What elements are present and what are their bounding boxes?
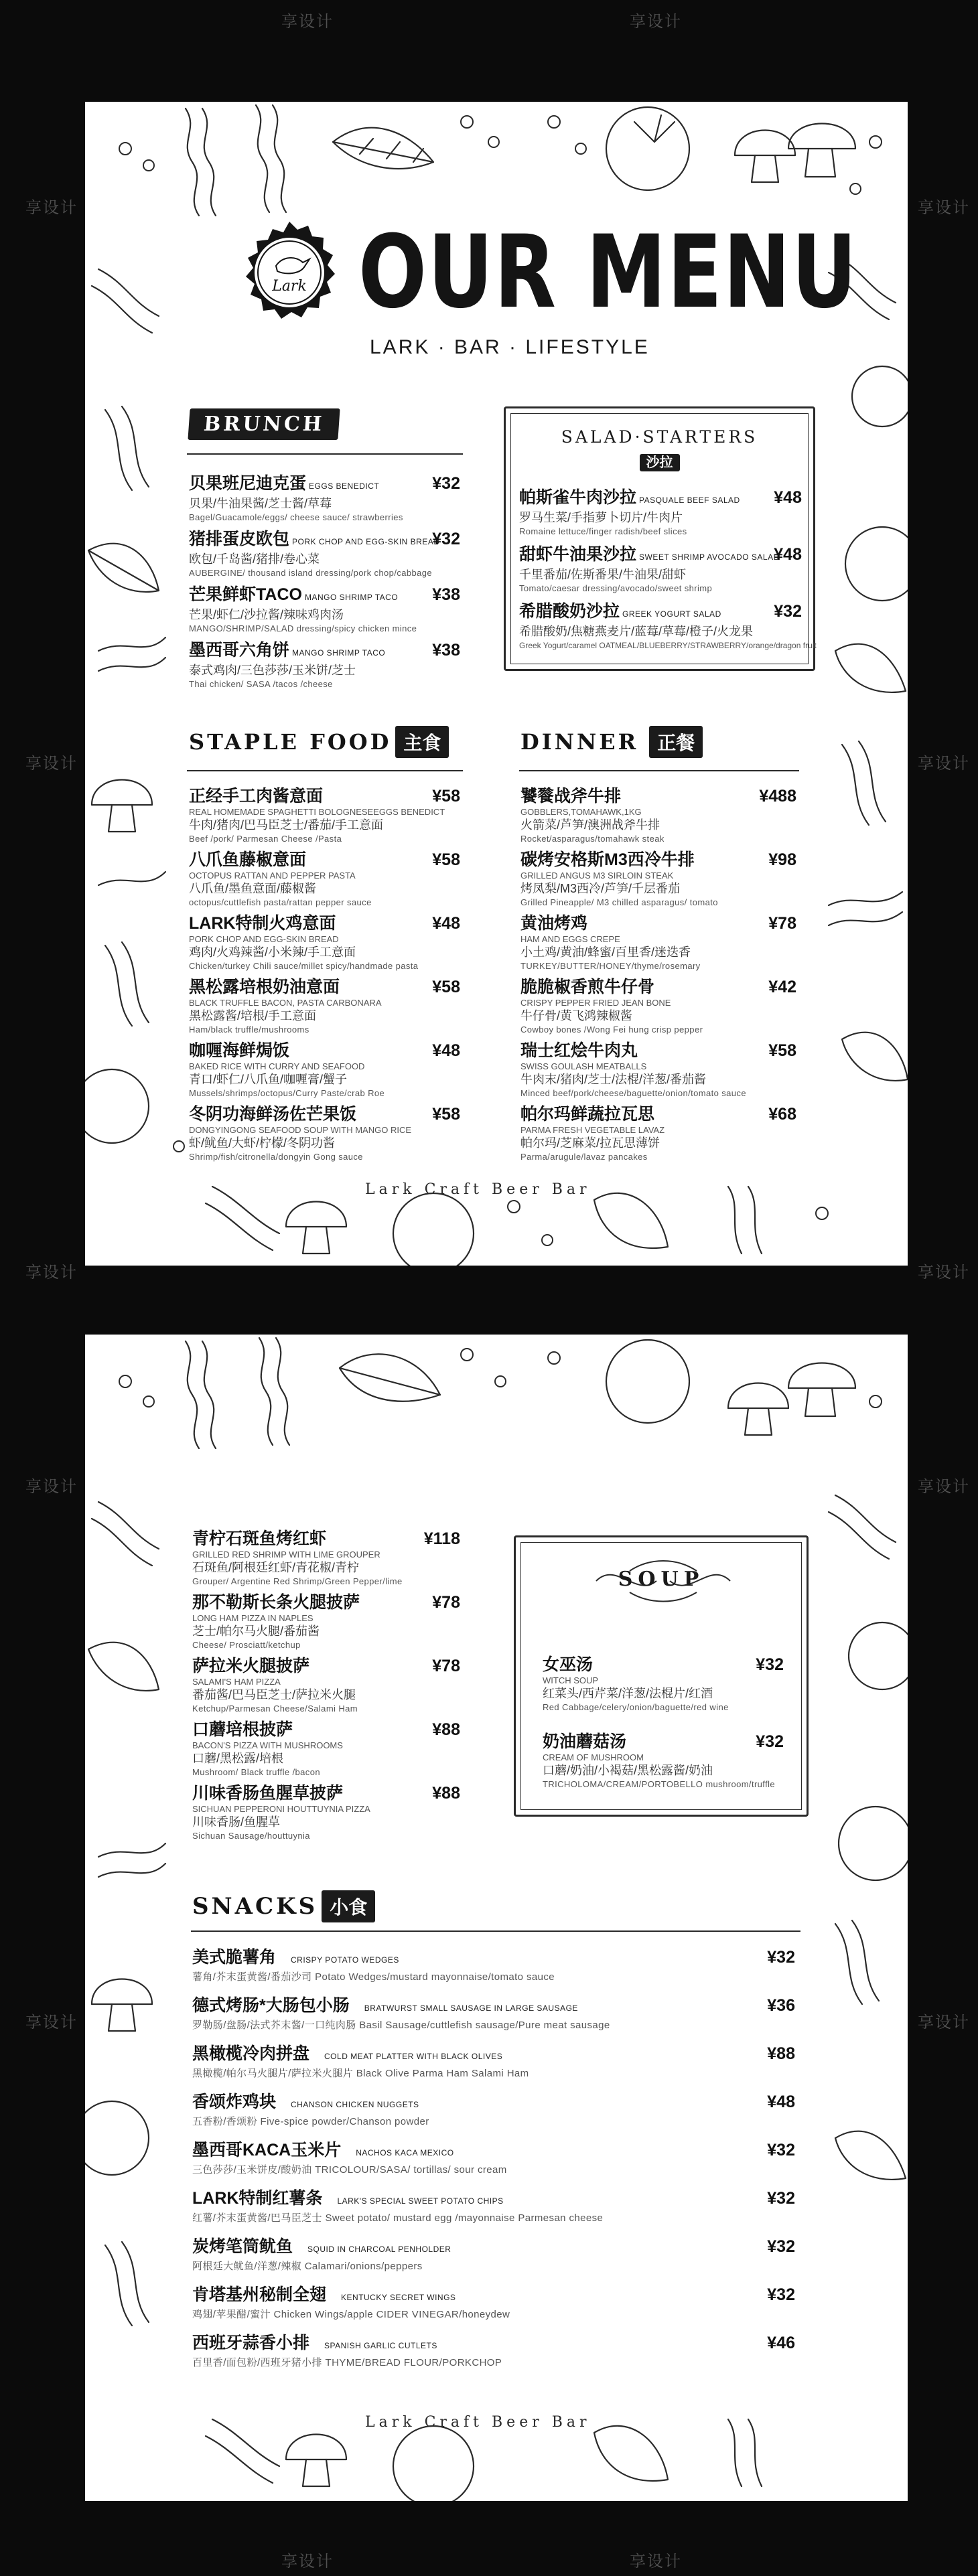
item-price: ¥32 [432,474,460,493]
lark-logo [236,219,343,326]
item-price: ¥78 [432,1657,460,1675]
menu-item [189,1041,460,1104]
item-ingredients-zh: 罗马生菜/手指萝卜切片/牛肉片 [519,511,683,524]
pasta-icon [92,269,165,1026]
peppercorn-icon [119,116,882,194]
item-ingredients-en: Cheese/ Prosciatt/ketchup [192,1640,301,1650]
item-name: 奶油蘑菇汤 [543,1732,627,1751]
menu-item [192,1529,460,1592]
item-price: ¥88 [432,1720,460,1739]
menu-item [519,544,802,601]
item-price: ¥68 [768,1105,796,1124]
staple-food-list [189,786,460,1168]
item-ingredients-zh: 牛肉/猪肉/巴马臣芝士/番茄/手工意面 [189,818,384,832]
tagline: LARK · BAR · LIFESTYLE [370,336,650,358]
item-name: 香颂炸鸡块 CHANSON CHICKEN NUGGETS [192,2093,419,2111]
watermark-text: 享设计 [918,1477,970,1496]
item-name: 炭烤笔筒鱿鱼 SQUID IN CHARCOAL PENHOLDER [192,2237,451,2256]
staple-food-label-zh: 主食 [395,726,449,758]
item-ingredients-en: Tomato/caesar dressing/avocado/sweet shrimp [519,583,713,593]
item-ingredients: 阿根廷大鱿鱼/洋葱/辣椒 Calamari/onions/peppers [192,2261,423,2272]
pasta-icon [186,105,286,216]
item-price: ¥58 [432,787,460,806]
item-name: 墨西哥六角饼 MANGO SHRIMP TACO [189,641,386,660]
item-name: LARK特制火鸡意面 [189,914,336,933]
menu-item [189,1104,460,1168]
watermark-text: 享设计 [25,1477,78,1496]
menu-item [192,2188,795,2237]
item-price: ¥32 [774,602,802,621]
tomato-icon [845,366,908,601]
item-name: 冬阴功海鲜汤佐芒果饭 [189,1105,357,1124]
item-ingredients-en: Chicken/turkey Chili sauce/millet spicy/handmade pasta [189,961,419,971]
item-name: 肯塔基州秘制全翅 KENTUCKY SECRET WINGS [192,2285,456,2304]
item-name: 八爪鱼藤椒意面 [189,850,307,869]
item-price: ¥32 [432,530,460,548]
menu-item [519,601,817,658]
item-name: 那不勒斯长条火腿披萨 [192,1593,360,1612]
menu-item [192,1592,460,1656]
brunch-section-header [189,408,339,440]
item-ingredients: 红薯/芥末蛋黄酱/巴马臣芝士 Sweet potato/ mustard egg /mayonnaise Parmesan cheese [192,2212,604,2224]
item-price: ¥58 [432,1105,460,1124]
watermark-text: 享设计 [630,2552,682,2571]
item-ingredients-en: Mushroom/ Black truffle /bacon [192,1767,320,1777]
item-name: 黑松露培根奶油意面 [189,978,340,996]
item-ingredients-en: Romaine lettuce/finger radish/beef slices [519,526,687,536]
soup-box [514,1535,809,1817]
menu-item [192,1947,795,1995]
item-ingredients-en: TRICHOLOMA/CREAM/PORTOBELLO mushroom/truffle [543,1779,776,1789]
item-ingredients-zh: 川味香肠/鱼腥草 [192,1815,281,1829]
watermark-text: 享设计 [281,2552,334,2571]
dinner-list [520,786,796,1168]
item-ingredients-zh: 火箭菜/芦笋/澳洲战斧牛排 [520,818,660,832]
menu-item [520,913,796,977]
item-english-name: OCTOPUS RATTAN AND PEPPER PASTA [189,870,356,881]
item-ingredients-en: Cowboy bones /Wong Fei hung crisp pepper [520,1025,703,1035]
item-ingredients-en: octopus/cuttlefish pasta/rattan pepper sauce [189,897,372,907]
item-name: 脆脆椒香煎牛仔骨 [520,978,655,996]
item-ingredients-en: Grilled Pineapple/ M3 chilled asparagus/ tomato [520,897,718,907]
footer-brand: Lark Craft Beer Bar [365,1181,591,1198]
item-ingredients-zh: 牛仔骨/黄飞鸿辣椒酱 [520,1009,633,1022]
item-ingredients-en: AUBERGINE/ thousand island dressing/pork chop/cabbage [189,568,433,578]
salad-label-zh-wrap [506,451,813,471]
salad-list [519,487,817,658]
item-ingredients-zh: 口蘑/奶油/小褐菇/黑松露酱/奶油 [543,1764,713,1777]
item-price: ¥88 [767,2044,795,2063]
item-name: 帕斯雀牛肉沙拉 PASQUALE BEEF SALAD [519,488,740,507]
dinner-section-header [520,726,703,758]
snacks-section-header [192,1890,375,1922]
brunch-list [189,473,460,696]
item-name: 希腊酸奶沙拉 GREEK YOGURT SALAD [519,602,721,621]
item-ingredients: 三色莎莎/玉米饼皮/酸奶油 TRICOLOUR/SASA/ tortillas/ sour cream [192,2164,507,2176]
snacks-label-zh: 小食 [322,1890,375,1922]
item-ingredients-zh: 贝果/牛油果酱/芝士酱/草莓 [189,497,332,510]
item-name: 西班牙蒜香小排 SPANISH GARLIC CUTLETS [192,2334,437,2352]
menu-item [189,640,460,696]
item-ingredients-zh: 芝士/帕尔马火腿/番茄酱 [192,1624,320,1638]
menu-item [192,2285,795,2333]
item-name: 德式烤肠*大肠包小肠 BRATWURST SMALL SAUSAGE IN LARGE SAUSAGE [192,1996,578,2015]
basil-leaf-icon [340,1354,440,1401]
logo-badge-icon [236,219,343,326]
item-price: ¥48 [432,914,460,933]
item-english-name: GRILLED RED SHRIMP WITH LIME GROUPER [192,1549,380,1560]
item-name: 口蘑培根披萨 [192,1720,293,1739]
item-ingredients-zh: 千里番茄/佐斯番果/牛油果/甜虾 [519,568,687,581]
item-ingredients-en: Minced beef/pork/cheese/baguette/onion/tomato sauce [520,1088,746,1098]
menu-item [519,487,802,544]
item-ingredients-zh: 番茄酱/巴马臣芝士/萨拉米火腿 [192,1688,356,1701]
dinner-label: DINNER [520,729,639,755]
item-price: ¥78 [768,914,796,933]
item-price: ¥48 [774,488,802,507]
basil-leaf-icon [594,1193,668,1248]
brunch-label: BRUNCH [188,408,340,440]
item-name: 正经手工肉酱意面 [189,787,324,806]
menu-item [520,786,796,850]
footer-brand: Lark Craft Beer Bar [365,2414,591,2431]
item-name: 碳烤安格斯M3西冷牛排 [520,850,695,869]
menu-item [192,1995,795,2044]
item-english-name: SALAMI'S HAM PIZZA [192,1677,281,1687]
salad-label: SALAD·STARTERS [561,427,758,447]
item-name: 咖喱海鲜焗饭 [189,1041,290,1060]
item-ingredients-en: Beef /pork/ Parmesan Cheese /Pasta [189,834,342,844]
item-english-name: REAL HOMEMADE SPAGHETTI BOLOGNESEEGGS BENEDICT [189,807,445,817]
item-name: 芒果鲜虾TACO MANGO SHRIMP TACO [189,585,399,604]
item-ingredients-en: Ham/black truffle/mushrooms [189,1025,309,1035]
tomato-icon [606,1340,689,1423]
watermark-text: 享设计 [25,754,78,773]
item-name: 萨拉米火腿披萨 [192,1657,310,1675]
item-english-name: GRILLED ANGUS M3 SIRLOIN STEAK [520,870,674,881]
item-ingredients: 薯角/芥末蛋黄酱/番茄沙司 Potato Wedges/mustard mayonnaise/tomato sauce [192,1971,555,1983]
item-price: ¥488 [759,787,796,806]
item-name: 青柠石斑鱼烤红虾 [192,1529,327,1548]
menu-item [543,1655,784,1732]
item-english-name: BLACK TRUFFLE BACON, PASTA CARBONARA [189,998,382,1008]
item-ingredients-zh: 欧包/千岛酱/猪排/卷心菜 [189,552,320,566]
item-english-name: BAKED RICE WITH CURRY AND SEAFOOD [189,1061,365,1071]
item-price: ¥48 [774,545,802,564]
item-ingredients-zh: 八爪鱼/墨鱼意面/藤椒酱 [189,882,317,895]
item-ingredients-en: MANGO/SHRIMP/SALAD dressing/spicy chicken mince [189,623,417,633]
watermark-text: 享设计 [630,12,682,31]
divider [519,770,799,771]
item-ingredients-en: Ketchup/Parmesan Cheese/Salami Ham [192,1703,358,1714]
item-english-name: PARMA FRESH VEGETABLE LAVAZ [520,1125,665,1135]
item-english-name: SWISS GOULASH MEATBALLS [520,1061,647,1071]
item-english-name: CREAM OF MUSHROOM [543,1752,644,1762]
item-ingredients-zh: 红菜头/西芹菜/洋葱/法棍片/红酒 [543,1687,713,1700]
item-price: ¥88 [432,1784,460,1803]
logo-text: Lark [272,278,307,295]
menu-item [520,1104,796,1168]
item-ingredients-zh: 黑松露酱/培根/手工意面 [189,1009,317,1022]
item-name: 川味香肠鱼腥草披萨 [192,1784,344,1803]
mushroom-icon [735,124,855,183]
item-ingredients: 百里香/面包粉/西班牙猪小排 THYME/BREAD FLOUR/PORKCHOP [192,2357,502,2368]
item-price: ¥98 [768,850,796,869]
item-ingredients-zh: 泰式鸡肉/三色莎莎/玉米饼/芝士 [189,664,356,677]
item-english-name: DONGYINGONG SEAFOOD SOUP WITH MANGO RICE [189,1125,412,1135]
staple-food-label: STAPLE FOOD [189,729,392,755]
watermark-text: 享设计 [918,2013,970,2032]
menu-item [189,977,460,1041]
item-price: ¥38 [432,585,460,604]
item-ingredients-en: Shrimp/fish/citronella/dongyin Gong sauce [189,1152,363,1162]
menu-item [520,850,796,913]
soup-label: SOUP [618,1568,705,1591]
watermark-text: 享设计 [25,198,78,217]
item-price: ¥48 [767,2093,795,2111]
item-english-name: BACON'S PIZZA WITH MUSHROOMS [192,1740,343,1750]
basil-leaf-icon [594,2426,668,2481]
peppercorn-icon [119,1349,882,1408]
item-ingredients-en: Grouper/ Argentine Red Shrimp/Green Pepper/lime [192,1576,403,1586]
item-price: ¥32 [767,2285,795,2304]
menu-item [192,1783,460,1847]
item-price: ¥32 [767,2189,795,2208]
divider [187,770,463,771]
item-name: 女巫汤 [543,1655,593,1674]
item-name: 贝果班尼迪克蛋 EGGS BENEDICT [189,474,380,493]
menu-item [192,2237,795,2285]
item-english-name: GOBBLERS,TOMAHAWK,1KG [520,807,642,817]
watermark-text: 享设计 [281,12,334,31]
item-ingredients-zh: 鸡肉/火鸡辣酱/小米辣/手工意面 [189,945,356,959]
menu-item [192,2044,795,2092]
pizza-list [192,1529,460,1847]
item-price: ¥32 [756,1732,784,1751]
mushroom-icon [92,780,152,832]
item-name: 帕尔玛鲜蔬拉瓦思 [520,1105,655,1124]
watermark-text: 享设计 [918,754,970,773]
item-ingredients-en: TURKEY/BUTTER/HONEY/thyme/rosemary [520,961,701,971]
item-name: 美式脆薯角 CRISPY POTATO WEDGES [192,1948,399,1967]
item-english-name: SICHUAN PEPPERONI HOUTTUYNIA PIZZA [192,1804,370,1814]
item-ingredients-zh: 石斑鱼/阿根廷红虾/青花椒/青柠 [192,1561,360,1574]
item-price: ¥48 [432,1041,460,1060]
basil-leaf-icon [835,644,908,1081]
mushroom-icon [286,1202,346,1254]
basil-leaf-icon [88,544,159,592]
salad-label-zh: 沙拉 [640,454,680,471]
item-ingredients-zh: 小土鸡/黄油/蜂蜜/百里香/迷迭香 [520,945,691,959]
item-ingredients-zh: 口蘑/黑松露/培根 [192,1752,284,1765]
item-name: 黑橄榄冷肉拼盘 COLD MEAT PLATTER WITH BLACK OLIVES [192,2044,503,2063]
item-ingredients-zh: 青口/虾仁/八爪鱼/咖喱膏/蟹子 [189,1073,348,1086]
item-ingredients-en: Sichuan Sausage/houttuynia [192,1831,310,1841]
item-ingredients: 黑橄榄/帕尔马火腿片/萨拉米火腿片 Black Olive Parma Ham Salami Ham [192,2068,529,2079]
item-ingredients-en: Red Cabbage/celery/onion/baguette/red wine [543,1702,729,1712]
divider [187,453,463,455]
item-ingredients: 罗勒肠/盘肠/法式芥末酱/一口纯肉肠 Basil Sausage/cuttlefish sausage/Pure meat sausage [192,2020,610,2031]
mushroom-icon [728,1363,855,1436]
item-price: ¥32 [767,2141,795,2160]
item-ingredients: 鸡翅/苹果醋/蜜汁 Chicken Wings/apple CIDER VINEGAR/honeydew [192,2309,510,2320]
menu-item [543,1732,784,1809]
item-name: LARK特制红薯条 LARK'S SPECIAL SWEET POTATO CHIPS [192,2189,504,2208]
menu-item [189,585,460,640]
basil-leaf-icon [333,128,433,169]
item-ingredients-zh: 牛肉末/猪肉/芝士/法棍/洋葱/番茄酱 [520,1073,707,1086]
item-ingredients-zh: 烤凤梨/M3西冷/芦笋/千层番茄 [520,882,681,895]
item-english-name: LONG HAM PIZZA IN NAPLES [192,1613,313,1623]
item-price: ¥38 [432,641,460,660]
dinner-label-zh: 正餐 [649,726,703,758]
menu-page-1 [85,102,908,1266]
item-ingredients-en: Mussels/shrimps/octopus/Curry Paste/crab Roe [189,1088,385,1098]
pasta-icon [829,256,902,925]
menu-item [520,1041,796,1104]
snacks-label: SNACKS [192,1893,318,1920]
soup-list [543,1655,784,1809]
staple-food-section-header [189,726,449,758]
salad-starters-box [504,406,815,671]
item-price: ¥78 [432,1593,460,1612]
menu-item [520,977,796,1041]
item-ingredients-en: Thai chicken/ SASA /tacos /cheese [189,679,333,689]
item-name: 猪排蛋皮欧包 PORK CHOP AND EGG-SKIN BREAD [189,530,440,548]
item-ingredients-zh: 虾/鱿鱼/大虾/柠檬/冬阴功酱 [189,1136,336,1150]
item-price: ¥42 [768,978,796,996]
menu-item [189,529,460,585]
item-english-name: PORK CHOP AND EGG-SKIN BREAD [189,934,339,944]
menu-item [192,1656,460,1720]
item-ingredients-en: Bagel/Guacamole/eggs/ cheese sauce/ strawberries [189,512,403,522]
item-ingredients-zh: 芒果/虾仁/沙拉酱/辣味鸡肉汤 [189,608,344,621]
item-ingredients-en: Parma/arugule/lavaz pancakes [520,1152,648,1162]
item-ingredients-zh: 帕尔玛/芝麻菜/拉瓦思薄饼 [520,1136,660,1150]
item-name: 饕餮战斧牛排 [520,787,622,806]
item-price: ¥32 [767,2237,795,2256]
item-price: ¥118 [423,1529,460,1548]
item-price: ¥32 [767,1948,795,1967]
menu-item [192,2333,795,2381]
snacks-list [192,1947,795,2381]
item-english-name: HAM AND EGGS CREPE [520,934,620,944]
item-price: ¥46 [767,2334,795,2352]
watermark-text: 享设计 [918,198,970,217]
item-price: ¥36 [767,1996,795,2015]
watermark-text: 享设计 [918,1263,970,1282]
item-ingredients: 五香粉/香颂粉 Five-spice powder/Chanson powder [192,2116,429,2127]
tomato-icon [85,1069,149,1143]
item-english-name: WITCH SOUP [543,1675,599,1685]
item-price: ¥58 [432,978,460,996]
item-name: 甜虾牛油果沙拉 SWEET SHRIMP AVOCADO SALAD [519,545,780,564]
watermark-text: 享设计 [25,1263,78,1282]
item-ingredients-en: Greek Yogurt/caramel OATMEAL/BLUEBERRY/STRAWBERRY/orange/dragon fruit [519,641,817,650]
item-ingredients-zh: 希腊酸奶/焦糖燕麦片/蓝莓/草莓/橙子/火龙果 [519,625,754,638]
tomato-icon [606,107,689,190]
item-name: 瑞士红烩牛肉丸 [520,1041,638,1060]
menu-item [192,1720,460,1783]
menu-page-2 [85,1335,908,2501]
menu-item [189,473,460,529]
item-ingredients-en: Rocket/asparagus/tomahawk steak [520,834,665,844]
watermark-text: 享设计 [25,2013,78,2032]
item-english-name: CRISPY PEPPER FRIED JEAN BONE [520,998,671,1008]
divider [191,1930,800,1932]
menu-item [192,2140,795,2188]
menu-item [189,786,460,850]
item-price: ¥32 [756,1655,784,1674]
pasta-icon [186,1338,289,1448]
menu-item [192,2092,795,2140]
page-title: OUR MENU [358,214,858,331]
item-price: ¥58 [432,850,460,869]
tomato-icon [393,1193,474,1266]
item-name: 黄油烤鸡 [520,914,588,933]
item-price: ¥58 [768,1041,796,1060]
menu-item [189,850,460,913]
item-name: 墨西哥KACA玉米片 NACHOS KACA MEXICO [192,2141,454,2160]
menu-item [189,913,460,977]
